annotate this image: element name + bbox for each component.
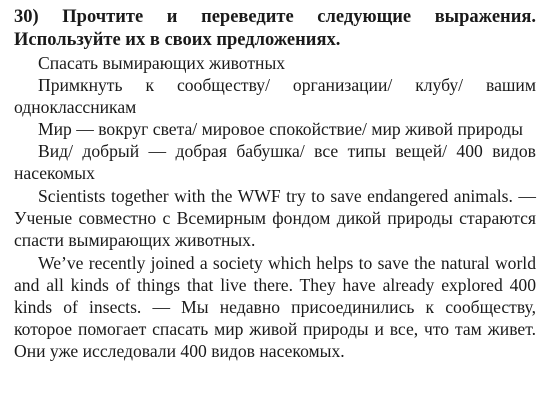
phrase-item-1: Спасать вымирающих животных [38, 53, 286, 73]
phrase-item-4: Вид/ добрый — добрая бабушка/ все типы вещей/ 400 видов насекомых [14, 141, 536, 183]
textbook-page [14, 6, 536, 362]
exercise-heading [14, 6, 536, 52]
exercise-instruction: Прочтите и переведите следующие выражения. Используйте их в своих предложениях. [14, 7, 537, 50]
exercise-number: 30) [14, 7, 39, 27]
phrase-item-2: Примкнуть к сообществу/ организации/ клубу/ вашим одноклассникам [14, 75, 536, 117]
example-sentence-2: We’ve recently joined a society which helps to save the natural world and all kinds of things that live there. They have already explored 400 kinds of insects. — Мы недавно присоединились к сообществу, которое помогает спасать мир живой природы и все, что там живет. Они уже исследовали 400 видов насекомых. [14, 253, 536, 361]
example-sentence-1: Scientists together with the WWF try to save endangered animals. — Ученые совместно с Всемирным фондом дикой природы стараются спасти вымирающих животных. [14, 186, 536, 250]
phrase-item-3: Мир — вокруг света/ мировое спокойствие/ мир живой природы [38, 119, 523, 139]
